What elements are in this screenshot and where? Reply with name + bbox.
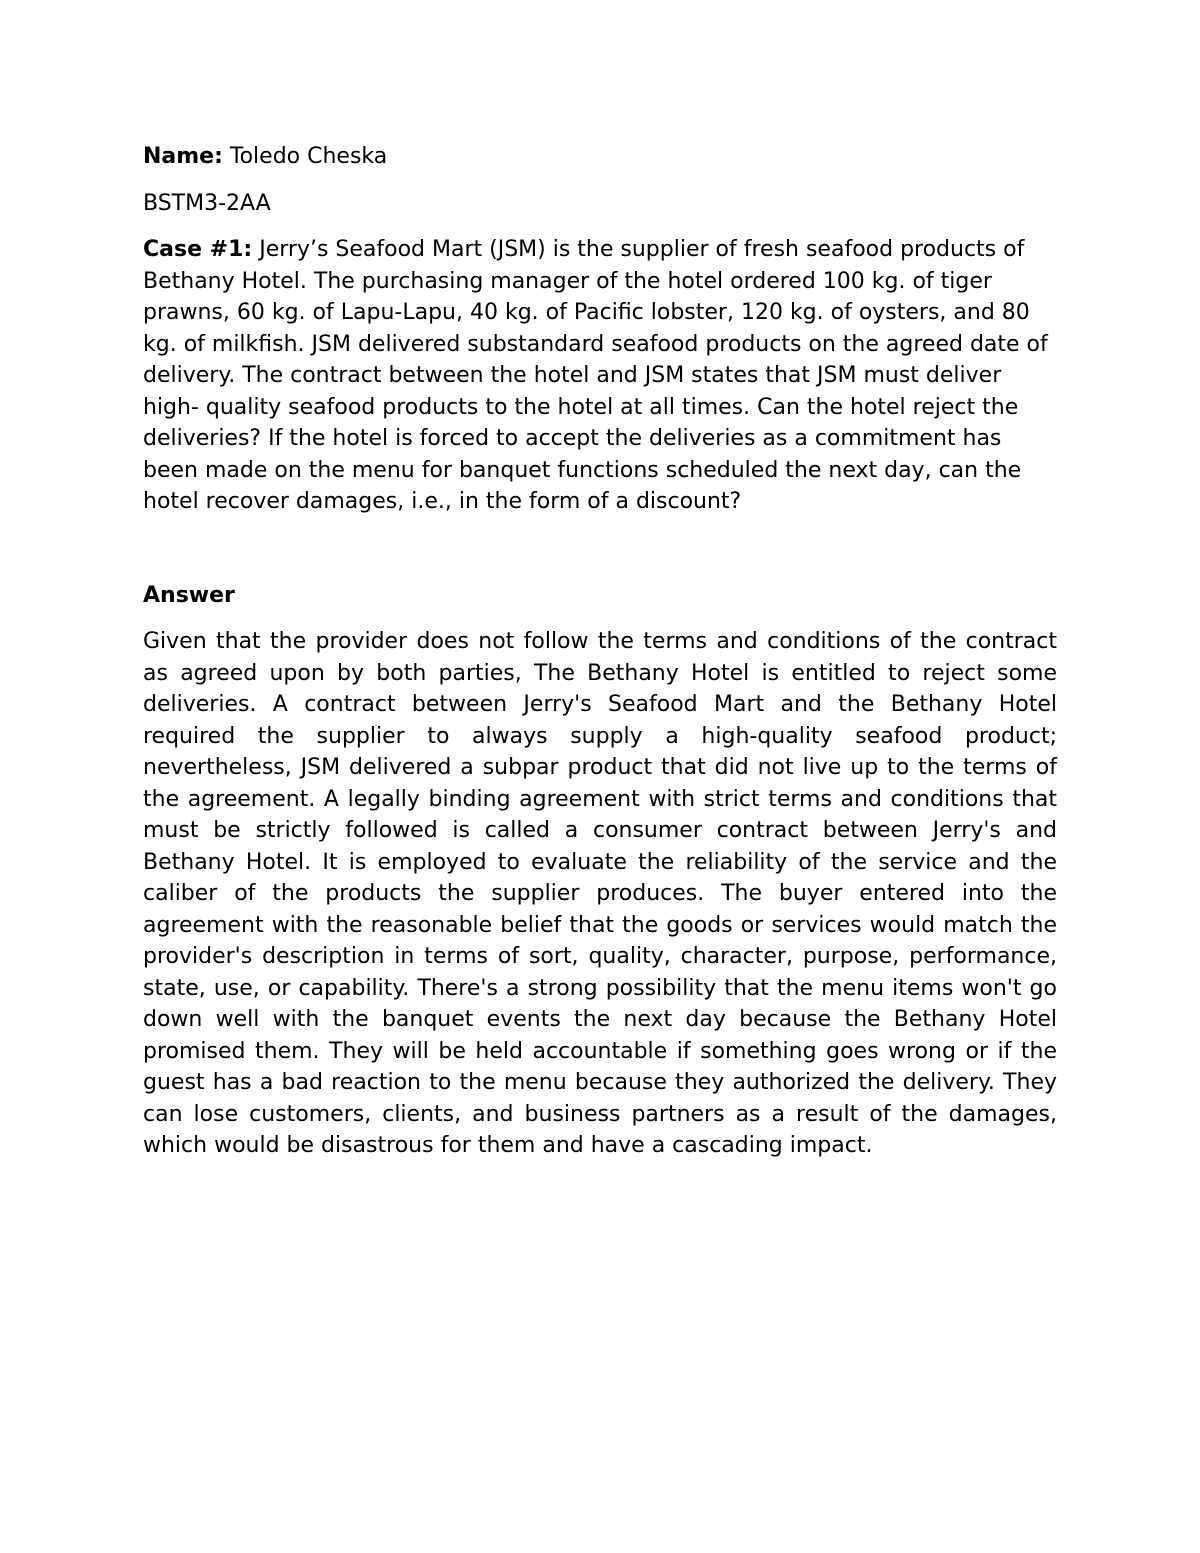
section-code: BSTM3-2AA bbox=[143, 190, 271, 216]
student-name: Toledo Cheska bbox=[222, 144, 388, 169]
case-label: Case #1: bbox=[143, 237, 253, 262]
case-paragraph bbox=[143, 234, 1057, 518]
case-text: Jerry’s Seafood Mart (JSM) is the supplier of fresh seafood products of Bethany Hotel. The purchasing manager of the hotel ordered 100 kg. of tiger prawns, 60 kg. of Lapu-Lapu, 40 kg. of Pacific lobster, 120 kg. of oysters, and 80 kg. of milkfish. JSM delivered substandard seafood products on the agreed date of delivery. The contract between the hotel and JSM states that JSM must deliver high- quality seafood products to the hotel at all times. Can the hotel reject the deliveries? If the hotel is forced to accept the deliveries as a commitment has been made on the menu for banquet functions scheduled the next day, can the hotel recover damages, i.e., in the form of a discount? bbox=[143, 237, 1048, 514]
name-label: Name: bbox=[143, 144, 223, 169]
answer-heading: Answer bbox=[143, 582, 235, 608]
answer-paragraph: Given that the provider does not follow the terms and conditions of the contract as agreed upon by both parties, The Bethany Hotel is entitled to reject some deliveries. A contract between Jerry's Seafood Mart and the Bethany Hotel required the supplier to always supply a high-quality seafood product; nevertheless, JSM delivered a subpar product that did not live up to the terms of the agreement. A legally binding agreement with strict terms and conditions that must be strictly followed is called a consumer contract between Jerry's and Bethany Hotel. It is employed to evaluate the reliability of the service and the caliber of the products the supplier produces. The buyer entered into the agreement with the reasonable belief that the goods or services would match the provider's description in terms of sort, quality, character, purpose, performance, state, use, or capability. There's a strong possibility that the menu items won't go down well with the banquet events the next day because the Bethany Hotel promised them. They will be held accountable if something goes wrong or if the guest has a bad reaction to the menu because they authorized the delivery. They can lose customers, clients, and business partners as a result of the damages, which would be disastrous for them and have a cascading impact. bbox=[143, 629, 1057, 1158]
student-name-line bbox=[143, 141, 1057, 173]
